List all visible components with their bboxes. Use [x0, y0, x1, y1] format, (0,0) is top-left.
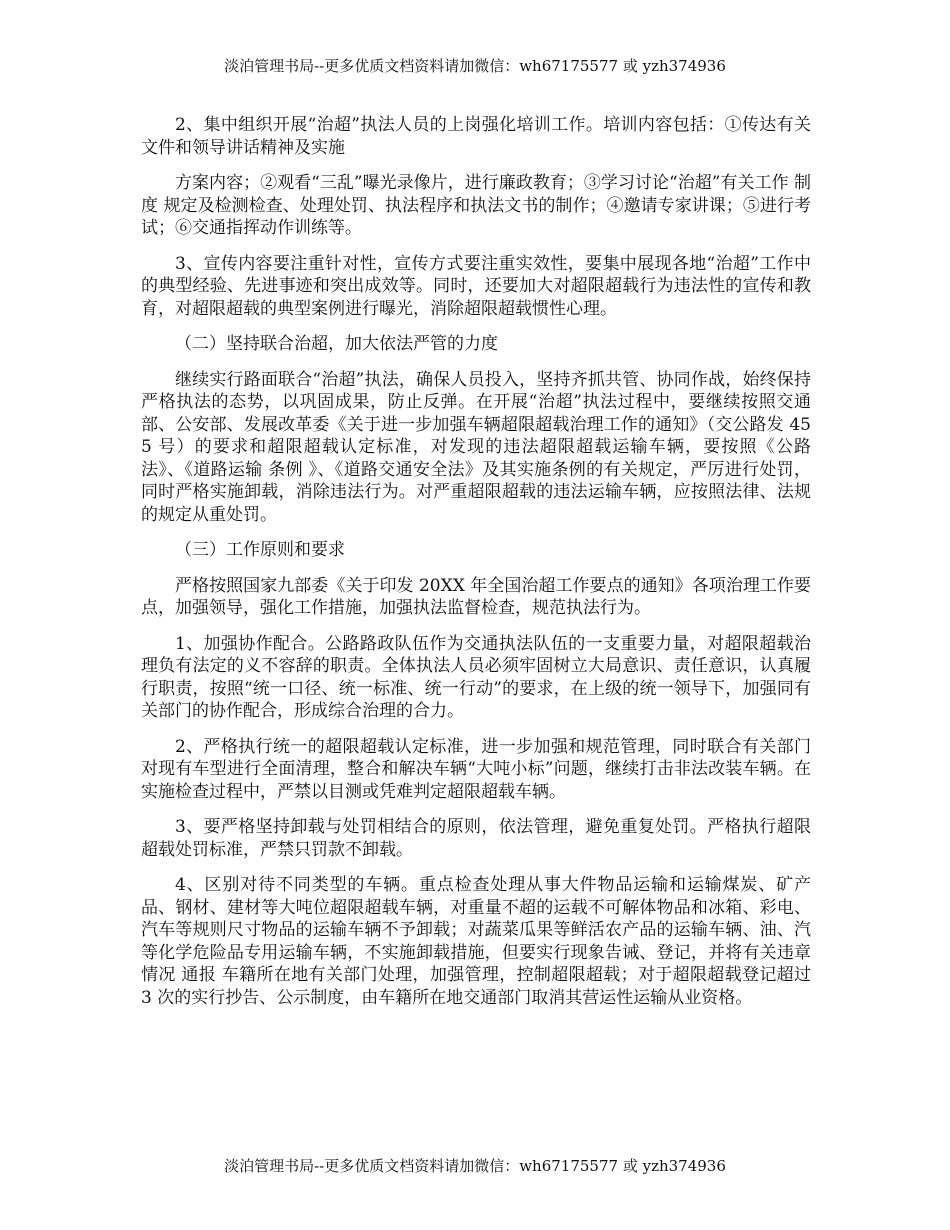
page-footer: 淡泊管理书局--更多优质文档资料请加微信：wh67175577 或 yzh374936 [224, 1157, 726, 1175]
paragraph-principles: 严格按照国家九部委《关于印发 20XX 年全国治超工作要点的通知》各项治理工作要点，加强领导，强化工作措施，加强执法监督检查，规范执法行为。 [141, 575, 811, 618]
paragraph-joint-enforcement: 继续实行路面联合“治超”执法，确保人员投入，坚持齐抓共管、协同作战，始终保持严格执法的态势，以巩固成果，防止反弹。在开展“治超”执法过程中，要继续按照交通部、公安部、发展改革委《关于进一步加强车辆超限超载治理工作的通知》（交公路发 455 号）的要求和超限超载认定标准，对发现的违法超限超载运输车辆，要按照《公路法》、《道路运输 条例 》、《道路交通安全法》及其实施条例的有关规定，严厉进行处罚，同时严格实施卸载，消除违法行为。对严重超限超载的违法运输车辆，应按照法律、法规的规定从重处罚。 [141, 369, 811, 525]
paragraph-unloading: 3、要严格坚持卸载与处罚相结合的原则，依法管理，避免重复处罚。严格执行超限超载处罚标准，严禁只罚款不卸载。 [141, 817, 811, 860]
paragraph-cooperation: 1、加强协作配合。公路路政队伍作为交通执法队伍的一支重要力量，对超限超载治理负有法定的义不容辞的职责。全体执法人员必须牢固树立大局意识、责任意识，认真履行职责，按照“统一口径、统一标准、统一行动”的要求，在上级的统一领导下，加强同有关部门的协作配合，形成综合治理的合力。 [141, 633, 811, 721]
paragraph-vehicle-types: 4、区别对待不同类型的车辆。重点检查处理从事大件物品运输和运输煤炭、矿产品、钢材、建材等大吨位超限超载车辆，对重量不超的运载不可解体物品和冰箱、彩电、汽车等规则尺寸物品的运输车辆不予卸载；对蔬菜瓜果等鲜活农产品的运输车辆、油、汽等化学危险品专用运输车辆，不实施卸载措施，但要实行现象告诫、登记，并将有关违章情况 通报 车籍所在地有关部门处理，加强管理，控制超限超载；对于超限超载登记超过 3 次的实行抄告、公示制度，由车籍所在地交通部门取消其营运性运输从业资格。 [141, 875, 811, 1008]
section-heading-2: （二）坚持联合治超，加大依法严管的力度 [175, 334, 498, 354]
paragraph-standards: 2、严格执行统一的超限超载认定标准，进一步加强和规范管理，同时联合有关部门对现有车型进行全面清理，整合和解决车辆“大吨小标”问题，继续打击非法改装车辆。在实施检查过程中，严禁以目测或凭难判定超限超载车辆。 [141, 736, 811, 802]
section-heading-3: （三）工作原则和要求 [175, 540, 345, 560]
page-header: 淡泊管理书局--更多优质文档资料请加微信：wh67175577 或 yzh374936 [224, 57, 726, 75]
paragraph-training-2: 方案内容；②观看“三乱”曝光录像片，进行廉政教育；③学习讨论“治超”有关工作 制度 规定及检测检查、处理处罚、执法程序和执法文书的制作；④邀请专家讲课；⑤进行考试；⑥交通指挥动作训练等。 [141, 173, 811, 238]
paragraph-publicity: 3、宣传内容要注重针对性，宣传方式要注重实效性，要集中展现各地“治超”工作中的典型经验、先进事迹和突出成效等。同时，还要加大对超限超载行为违法性的宣传和教育，对超限超载的典型案例进行曝光，消除超限超载惯性心理。 [141, 253, 811, 319]
paragraph-training-1: 2、集中组织开展“治超”执法人员的上岗强化培训工作。培训内容包括：①传达有关文件和领导讲话精神及实施 [141, 115, 811, 158]
document-body [141, 114, 811, 1022]
